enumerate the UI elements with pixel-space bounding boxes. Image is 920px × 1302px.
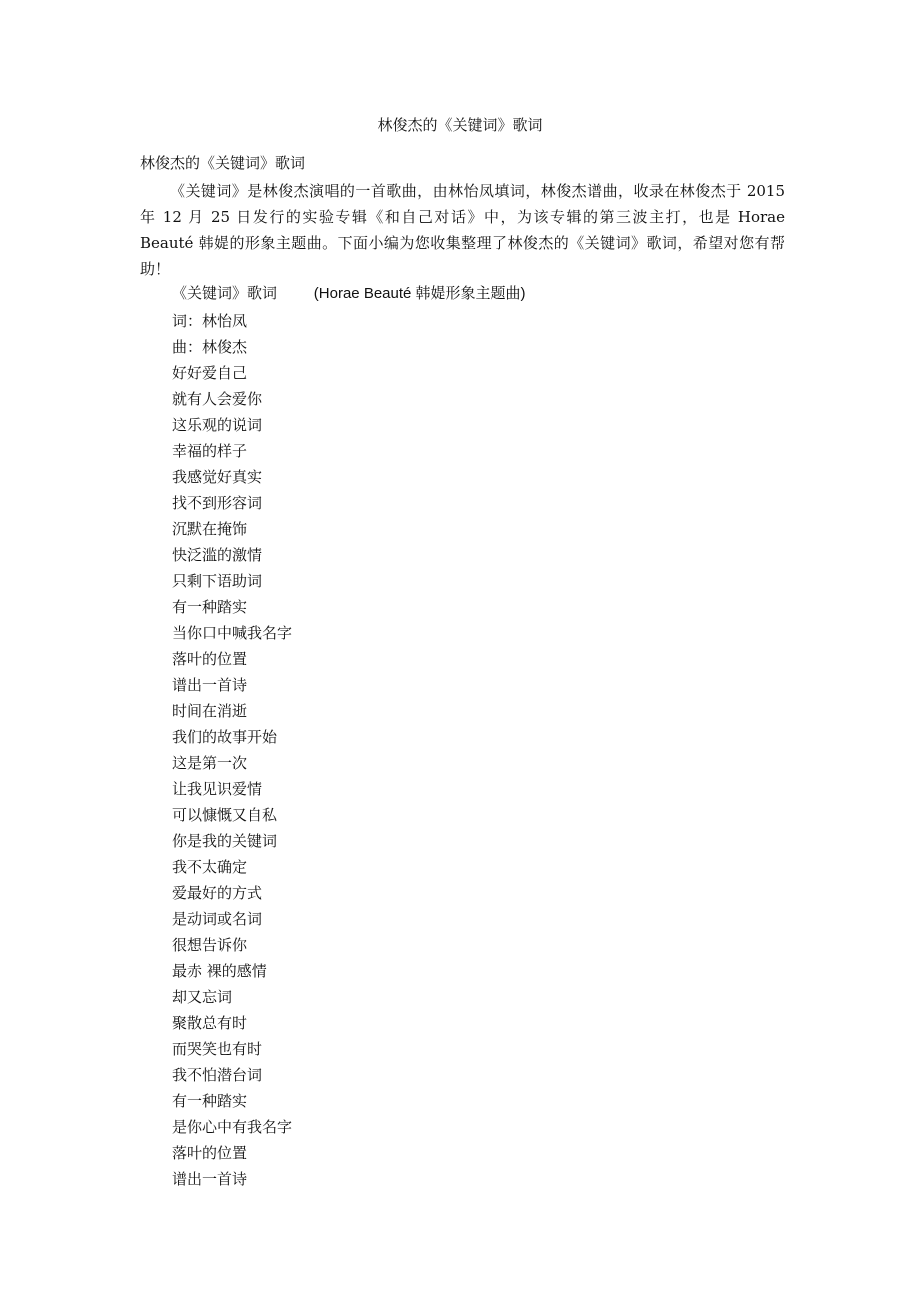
lyrics-header-note: (Horae Beauté 韩媞形象主题曲) xyxy=(313,285,526,302)
lyric-line: 这乐观的说词 xyxy=(172,416,263,434)
lyric-line: 时间在消逝 xyxy=(172,702,248,720)
lyric-line: 爱最好的方式 xyxy=(172,884,263,902)
lyric-line: 曲：林俊杰 xyxy=(172,338,248,356)
lyric-line: 落叶的位置 xyxy=(172,650,248,668)
lyric-line: 我们的故事开始 xyxy=(172,728,278,746)
lyric-line: 可以慷慨又自私 xyxy=(172,806,278,824)
lyric-line: 你是我的关键词 xyxy=(172,832,278,850)
lyric-line: 谱出一首诗 xyxy=(172,676,248,694)
lyrics-header-label: 《关键词》歌词 xyxy=(172,284,278,302)
lyric-line: 词：林怡凤 xyxy=(172,312,248,330)
lyric-line: 只剩下语助词 xyxy=(172,572,263,590)
lyric-line: 很想告诉你 xyxy=(172,936,248,954)
lyric-line: 好好爱自己 xyxy=(172,364,248,382)
page-title: 林俊杰的《关键词》歌词 xyxy=(377,116,543,134)
lyric-line: 我不太确定 xyxy=(172,858,248,876)
lyrics-header xyxy=(172,282,526,305)
lyric-line: 有一种踏实 xyxy=(172,598,248,616)
lyric-line: 我感觉好真实 xyxy=(172,468,263,486)
lyric-line: 让我见识爱情 xyxy=(172,780,263,798)
lyric-line: 就有人会爱你 xyxy=(172,390,263,408)
lyric-line: 是你心中有我名字 xyxy=(172,1118,293,1136)
intro-paragraph: 《关键词》是林俊杰演唱的一首歌曲，由林怡凤填词，林俊杰谱曲，收录在林俊杰于 2015 年 12 月 25 日发行的实验专辑《和自己对话》中，为该专辑的第三波主打，也是 Horae Beauté 韩媞的形象主题曲。下面小编为您收集整理了林俊杰的《关键词》歌词，希望对您有帮助！ xyxy=(140,182,785,278)
lyric-line: 快泛滥的激情 xyxy=(172,546,263,564)
lyric-line: 我不怕潜台词 xyxy=(172,1066,263,1084)
lyric-line: 谱出一首诗 xyxy=(172,1170,248,1188)
lyric-line: 落叶的位置 xyxy=(172,1144,248,1162)
lyric-line: 却又忘词 xyxy=(172,988,233,1006)
lyric-line: 当你口中喊我名字 xyxy=(172,624,293,642)
lyric-line: 有一种踏实 xyxy=(172,1092,248,1110)
lyric-line: 最赤 裸的感情 xyxy=(172,962,267,980)
lyric-line: 幸福的样子 xyxy=(172,442,248,460)
lyric-line: 找不到形容词 xyxy=(172,494,263,512)
lyric-line: 聚散总有时 xyxy=(172,1014,248,1032)
lyric-line: 沉默在掩饰 xyxy=(172,520,248,538)
lyric-line: 而哭笑也有时 xyxy=(172,1040,263,1058)
lyrics-list xyxy=(172,308,292,1192)
lyric-line: 是动词或名词 xyxy=(172,910,263,928)
lyric-line: 这是第一次 xyxy=(172,754,248,772)
document-subtitle: 林俊杰的《关键词》歌词 xyxy=(140,154,306,172)
